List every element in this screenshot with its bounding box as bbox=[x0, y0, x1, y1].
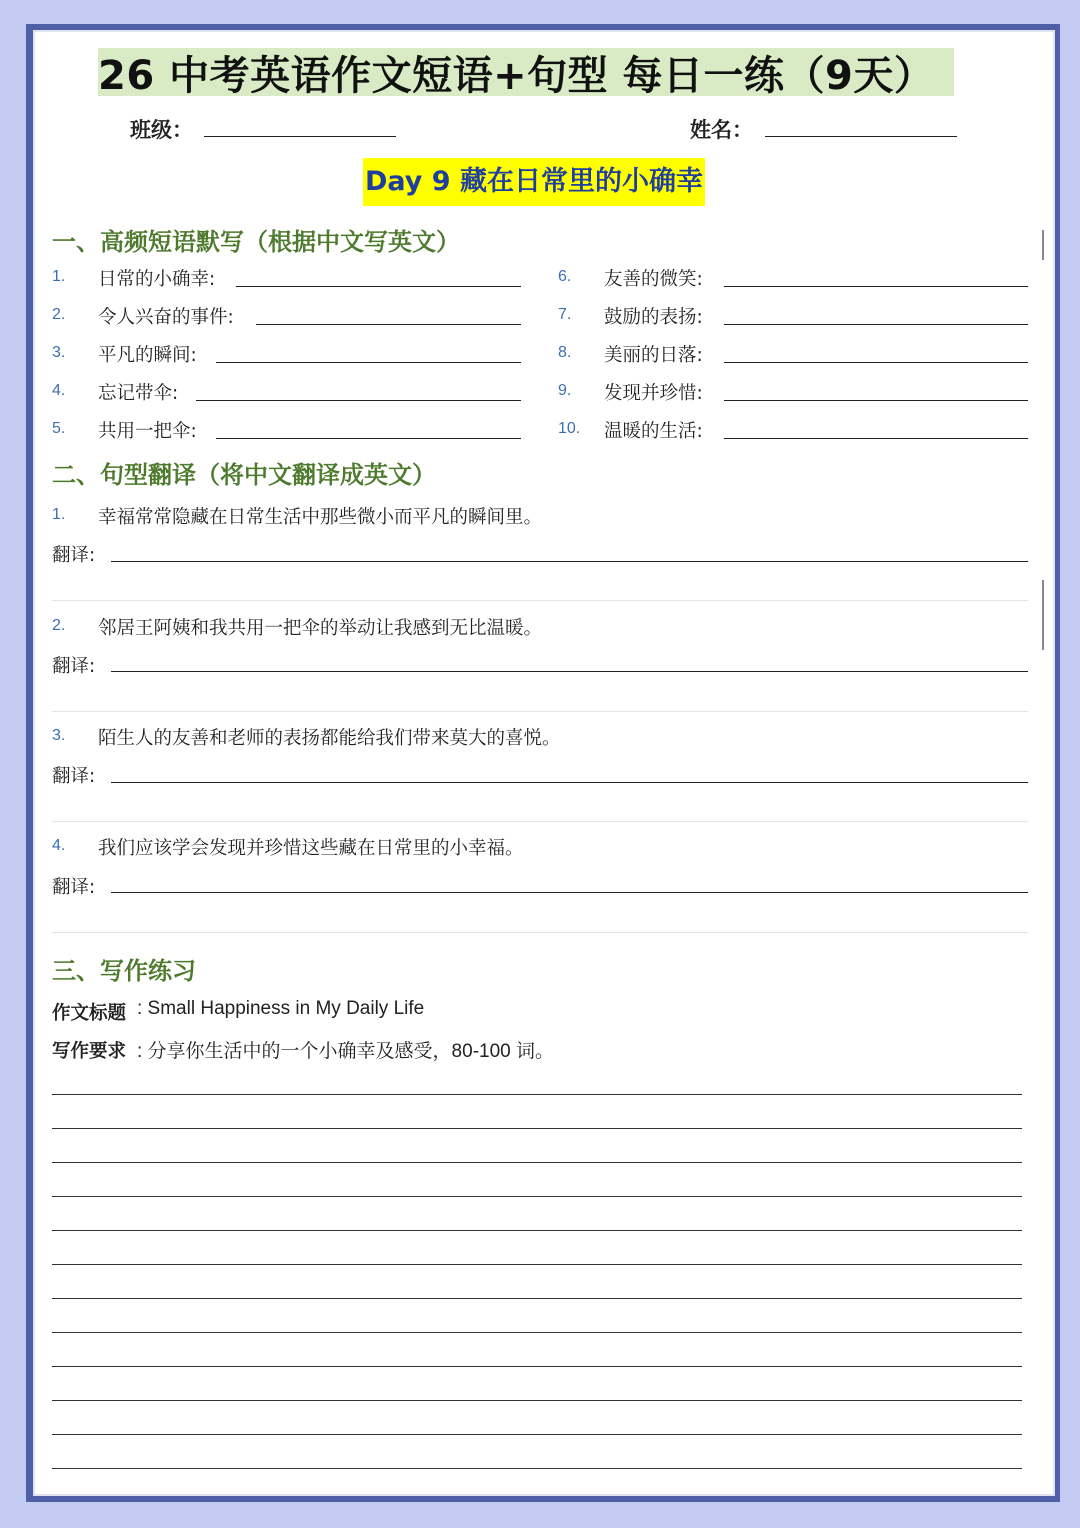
phrase-prompt: 平凡的瞬间: bbox=[98, 345, 197, 366]
essay-topic: : Small Happiness in My Daily Life bbox=[137, 998, 425, 1019]
writing-line[interactable] bbox=[52, 1434, 1022, 1435]
phrase-number: 1. bbox=[52, 268, 66, 285]
phrase-prompt: 发现并珍惜: bbox=[604, 383, 703, 404]
phrase-answer-line[interactable] bbox=[236, 286, 521, 287]
section3-title: 三、写作练习 bbox=[52, 957, 196, 985]
sentence-prompt: 陌生人的友善和老师的表扬都能给我们带来莫大的喜悦。 bbox=[98, 728, 561, 749]
writing-line[interactable] bbox=[52, 1332, 1022, 1333]
section2-title: 二、句型翻译（将中文翻译成英文） bbox=[52, 461, 436, 489]
name-field[interactable] bbox=[765, 136, 957, 137]
section1-title: 一、高频短语默写（根据中文写英文） bbox=[52, 228, 460, 256]
phrase-answer-line[interactable] bbox=[196, 400, 521, 401]
essay-topic-label: 作文标题 bbox=[52, 1003, 127, 1024]
translation-answer-line[interactable] bbox=[111, 892, 1028, 893]
divider bbox=[52, 600, 1028, 601]
phrase-answer-line[interactable] bbox=[216, 438, 521, 439]
phrase-answer-line[interactable] bbox=[724, 400, 1028, 401]
writing-line[interactable] bbox=[52, 1366, 1022, 1367]
sentence-number: 2. bbox=[52, 617, 66, 634]
writing-line[interactable] bbox=[52, 1128, 1022, 1129]
phrase-prompt: 令人兴奋的事件: bbox=[98, 307, 234, 328]
writing-line[interactable] bbox=[52, 1298, 1022, 1299]
divider bbox=[52, 821, 1028, 822]
sentence-prompt: 幸福常常隐藏在日常生活中那些微小而平凡的瞬间里。 bbox=[98, 507, 543, 528]
phrase-answer-line[interactable] bbox=[724, 362, 1028, 363]
phrase-answer-line[interactable] bbox=[724, 438, 1028, 439]
phrase-answer-line[interactable] bbox=[724, 324, 1028, 325]
scan-edge-mark bbox=[1042, 230, 1044, 260]
writing-line[interactable] bbox=[52, 1264, 1022, 1265]
sentence-number: 1. bbox=[52, 506, 66, 523]
writing-requirement: : 分享你生活中的一个小确幸及感受，80-100 词。 bbox=[137, 1041, 554, 1062]
phrase-number: 7. bbox=[558, 306, 572, 323]
phrase-prompt: 忘记带伞: bbox=[98, 383, 179, 404]
phrase-prompt: 友善的微笑: bbox=[604, 269, 703, 290]
translate-label: 翻译: bbox=[52, 877, 96, 898]
writing-line[interactable] bbox=[52, 1094, 1022, 1095]
phrase-number: 5. bbox=[52, 420, 66, 437]
phrase-answer-line[interactable] bbox=[256, 324, 521, 325]
page-title: 26 中考英语作文短语+句型 每日一练（9天） bbox=[98, 53, 935, 99]
phrase-number: 6. bbox=[558, 268, 572, 285]
translate-label: 翻译: bbox=[52, 766, 96, 787]
writing-line[interactable] bbox=[52, 1196, 1022, 1197]
phrase-number: 4. bbox=[52, 382, 66, 399]
day-badge: Day 9 藏在日常里的小确幸 bbox=[363, 158, 705, 206]
translation-answer-line[interactable] bbox=[111, 561, 1028, 562]
phrase-prompt: 温暖的生活: bbox=[604, 421, 703, 442]
phrase-answer-line[interactable] bbox=[724, 286, 1028, 287]
phrase-prompt: 美丽的日落: bbox=[604, 345, 703, 366]
phrase-number: 3. bbox=[52, 344, 66, 361]
writing-line[interactable] bbox=[52, 1162, 1022, 1163]
phrase-number: 9. bbox=[558, 382, 572, 399]
translation-answer-line[interactable] bbox=[111, 782, 1028, 783]
writing-line[interactable] bbox=[52, 1468, 1022, 1469]
writing-line[interactable] bbox=[52, 1230, 1022, 1231]
writing-line[interactable] bbox=[52, 1400, 1022, 1401]
phrase-prompt: 共用一把伞: bbox=[98, 421, 197, 442]
phrase-prompt: 鼓励的表扬: bbox=[604, 307, 703, 328]
divider bbox=[52, 932, 1028, 933]
sentence-number: 3. bbox=[52, 727, 66, 744]
phrase-number: 2. bbox=[52, 306, 66, 323]
phrase-number: 8. bbox=[558, 344, 572, 361]
translation-answer-line[interactable] bbox=[111, 671, 1028, 672]
class-field[interactable] bbox=[204, 136, 396, 137]
phrase-prompt: 日常的小确幸: bbox=[98, 269, 216, 290]
name-label: 姓名： bbox=[690, 117, 753, 142]
divider bbox=[52, 711, 1028, 712]
sentence-number: 4. bbox=[52, 837, 66, 854]
translate-label: 翻译: bbox=[52, 656, 96, 677]
class-label: 班级： bbox=[130, 117, 193, 142]
sentence-prompt: 邻居王阿姨和我共用一把伞的举动让我感到无比温暖。 bbox=[98, 618, 543, 639]
sentence-prompt: 我们应该学会发现并珍惜这些藏在日常里的小幸福。 bbox=[98, 838, 524, 859]
phrase-number: 10. bbox=[558, 420, 581, 437]
scan-edge-mark bbox=[1042, 580, 1044, 650]
translate-label: 翻译: bbox=[52, 545, 96, 566]
writing-requirement-label: 写作要求 bbox=[52, 1041, 127, 1062]
phrase-answer-line[interactable] bbox=[216, 362, 521, 363]
